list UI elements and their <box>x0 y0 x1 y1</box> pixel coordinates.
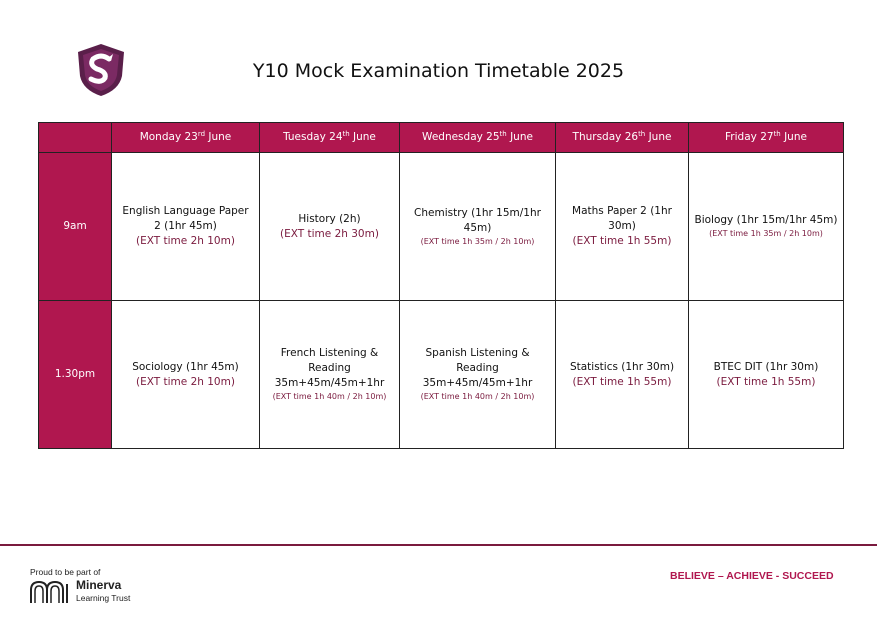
exam-ext-time: (EXT time 1h 40m / 2h 10m) <box>420 392 535 401</box>
exam-subject: French Listening & Reading 35m+45m/45m+1hr <box>274 347 385 389</box>
session-row <box>39 153 844 301</box>
exam-subject: English Language Paper 2 (1hr 45m) <box>122 205 249 232</box>
exam-cell <box>260 153 400 301</box>
minerva-m-logo-icon <box>29 580 71 604</box>
exam-ext-time: (EXT time 1h 35m / 2h 10m) <box>420 236 535 246</box>
exam-ext-time: (EXT time 1h 55m) <box>572 375 672 388</box>
exam-cell <box>400 301 556 449</box>
exam-ext-time: (EXT time 1h 55m) <box>716 375 816 388</box>
exam-cell <box>689 301 844 449</box>
exam-ext-time: (EXT time 2h 10m) <box>136 375 235 388</box>
exam-ext-time: (EXT time 2h 30m) <box>280 227 379 240</box>
exam-subject: Maths Paper 2 (1hr 30m) <box>572 205 672 232</box>
exam-ext-time: (EXT time 1h 55m) <box>572 235 672 247</box>
exam-subject: Biology (1hr 15m/1hr 45m) <box>694 214 838 226</box>
time-slot: 9am <box>39 153 112 301</box>
exam-subject: BTEC DIT (1hr 30m) <box>713 360 819 373</box>
header-row <box>39 123 844 153</box>
trust-subtitle: Learning Trust <box>76 593 131 603</box>
exam-subject: History (2h) <box>298 212 361 225</box>
corner-cell <box>39 123 112 153</box>
exam-cell <box>400 153 556 301</box>
exam-ext-time: (EXT time 1h 35m / 2h 10m) <box>709 229 823 238</box>
exam-ext-time: (EXT time 1h 40m / 2h 10m) <box>272 392 387 401</box>
exam-cell <box>556 301 689 449</box>
day-header: Friday 27th June <box>689 123 844 153</box>
exam-cell <box>689 153 844 301</box>
footer-divider <box>0 544 877 546</box>
proud-text: Proud to be part of <box>30 567 101 577</box>
exam-subject: Sociology (1hr 45m) <box>132 360 239 373</box>
exam-cell <box>112 301 260 449</box>
school-motto: BELIEVE – ACHIEVE - SUCCEED <box>670 570 834 582</box>
exam-cell <box>260 301 400 449</box>
exam-cell <box>556 153 689 301</box>
trust-name: Minerva <box>76 578 122 592</box>
exam-ext-time: (EXT time 2h 10m) <box>136 235 235 247</box>
exam-subject: Spanish Listening & Reading 35m+45m/45m+1hr <box>422 347 533 389</box>
page-title: Y10 Mock Examination Timetable 2025 <box>252 60 625 82</box>
exam-subject: Statistics (1hr 30m) <box>569 360 675 373</box>
exam-subject: Chemistry (1hr 15m/1hr 45m) <box>414 206 541 234</box>
exam-cell <box>112 153 260 301</box>
day-header: Wednesday 25th June <box>400 123 556 153</box>
time-slot: 1.30pm <box>39 301 112 449</box>
exam-timetable <box>38 122 844 449</box>
day-header: Monday 23rd June <box>112 123 260 153</box>
session-row <box>39 301 844 449</box>
day-header: Tuesday 24th June <box>260 123 400 153</box>
day-header: Thursday 26th June <box>556 123 689 153</box>
